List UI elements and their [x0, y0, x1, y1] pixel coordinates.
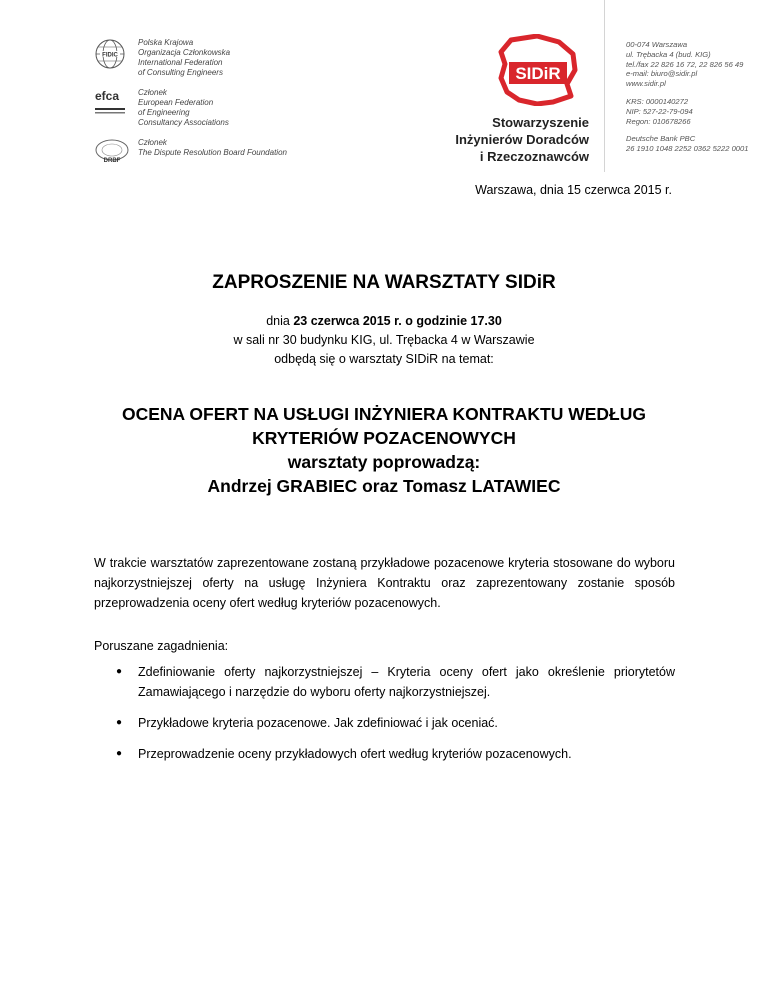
- description-paragraph: W trakcie warsztatów zaprezentowane zostaną przykładowe pozacenowe kryteria stosowane do wyboru najkorzystniejszej oferty na usługę Inżyniera Kontraktu oraz zaprezentowany zostanie sposób przeprowadzenia oceny ofert według kryteriów pozacenowych.: [94, 556, 675, 610]
- contact-info: [626, 40, 748, 162]
- drbf-logo-text: DRBF: [103, 158, 121, 164]
- list-item: ● Zdefiniowanie oferty najkorzystniejszej – Kryteria oceny ofert jako określenie priorytetów Zamawiającego i narzędzie do wyboru oferty najkorzystniejszej.: [94, 662, 675, 702]
- date-line: Warszawa, dnia 15 czerwca 2015 r.: [475, 183, 672, 197]
- contact-registry: KRS: 0000140272 NIP: 527-22-79-094 Regon: 010678266: [626, 96, 693, 126]
- affiliations: [94, 38, 324, 188]
- affiliation-efca: [94, 88, 324, 138]
- issues-label: Poruszane zagadnienia:: [94, 639, 229, 653]
- issues-list: [94, 662, 675, 775]
- affiliation-fidic: [94, 38, 324, 88]
- header-divider: [604, 0, 605, 172]
- contact-address: 00-074 Warszawa ul. Trębacka 4 (bud. KIG) tel./fax 22 826 16 72, 22 826 56 49 e-mail: biuro@sidir.pl www.sidir.pl: [626, 40, 744, 89]
- efca-logo: [94, 88, 130, 120]
- efca-logo-text: efca: [95, 89, 120, 103]
- organization-name: Stowarzyszenie Inżynierów Doradców i Rzeczoznawców: [455, 115, 589, 164]
- bullet-icon: ●: [116, 666, 123, 677]
- event-when: 23 czerwca 2015 r. o godzinie 17.30: [293, 314, 502, 328]
- list-item: ● Przeprowadzenie oceny przykładowych ofert według kryteriów pozacenowych.: [94, 744, 675, 764]
- list-item: ● Przykładowe kryteria pozacenowe. Jak zdefiniować i jak oceniać.: [94, 713, 675, 733]
- fidic-logo: [94, 38, 130, 70]
- affiliation-efca-text: Członek European Federation of Engineering Consultancy Associations: [138, 88, 229, 127]
- contact-bank: Deutsche Bank PBC 26 1910 1048 2252 0362 5222 0001: [626, 134, 749, 154]
- sidir-logo-text: SIDiR: [515, 64, 561, 83]
- event-location: w sali nr 30 budynku KIG, ul. Trębacka 4 w Warszawie: [233, 333, 535, 347]
- page-title: ZAPROSZENIE NA WARSZTATY SIDiR: [212, 272, 556, 293]
- bullet-icon: ●: [116, 717, 123, 728]
- fidic-logo-text: FIDIC: [102, 52, 118, 59]
- event-note: odbędą się o warsztaty SIDiR na temat:: [274, 352, 494, 366]
- event-info: dnia 23 czerwca 2015 r. o godzinie 17.30 w sali nr 30 budynku KIG, ul. Trębacka 4 w Warszawie odbędą się o warsztaty SIDiR na temat:: [0, 312, 768, 369]
- workshop-topic: OCENA OFERT NA USŁUGI INŻYNIERA KONTRAKTU WEDŁUG KRYTERIÓW POZACENOWYCH warsztaty poprowadzą: Andrzej GRABIEC oraz Tomasz LATAWIEC: [121, 404, 646, 496]
- affiliation-drbf: [94, 138, 324, 188]
- bullet-icon: ●: [116, 748, 123, 759]
- affiliation-drbf-text: Członek The Dispute Resolution Board Foundation: [138, 138, 287, 157]
- sidir-logo: [497, 34, 579, 106]
- drbf-logo: [94, 138, 130, 170]
- affiliation-fidic-text: Polska Krajowa Organizacja Członkowska International Federation of Consulting Engineers: [138, 38, 231, 77]
